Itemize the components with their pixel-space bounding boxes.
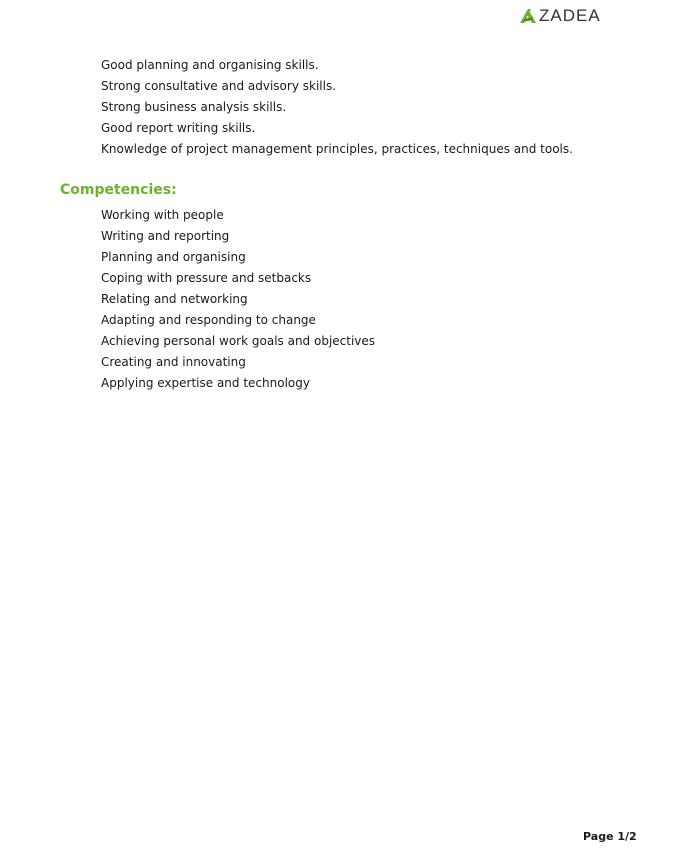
skill-item: Knowledge of project management principles, practices, techniques and tools. — [101, 142, 573, 156]
competencies-heading: Competencies: — [60, 182, 177, 198]
skill-item: Good report writing skills. — [101, 121, 256, 135]
competency-item: Working with people — [101, 208, 224, 222]
competency-item: Applying expertise and technology — [101, 376, 310, 390]
skill-item: Strong consultative and advisory skills. — [101, 79, 337, 93]
page-number: Page 1/2 — [583, 830, 637, 843]
competency-item: Achieving personal work goals and objectives — [101, 334, 376, 348]
company-logo — [518, 6, 601, 26]
competency-item: Adapting and responding to change — [101, 313, 316, 327]
zadea-a-icon — [518, 7, 538, 25]
competency-item: Creating and innovating — [101, 355, 246, 369]
competency-item: Relating and networking — [101, 292, 248, 306]
competency-item: Coping with pressure and setbacks — [101, 271, 312, 285]
skills-list — [101, 55, 573, 160]
competency-item: Planning and organising — [101, 250, 246, 264]
logo-text: ZADEA — [539, 6, 601, 25]
competency-item: Writing and reporting — [101, 229, 230, 243]
skill-item: Strong business analysis skills. — [101, 100, 287, 114]
skill-item: Good planning and organising skills. — [101, 58, 319, 72]
competencies-list — [101, 205, 375, 394]
